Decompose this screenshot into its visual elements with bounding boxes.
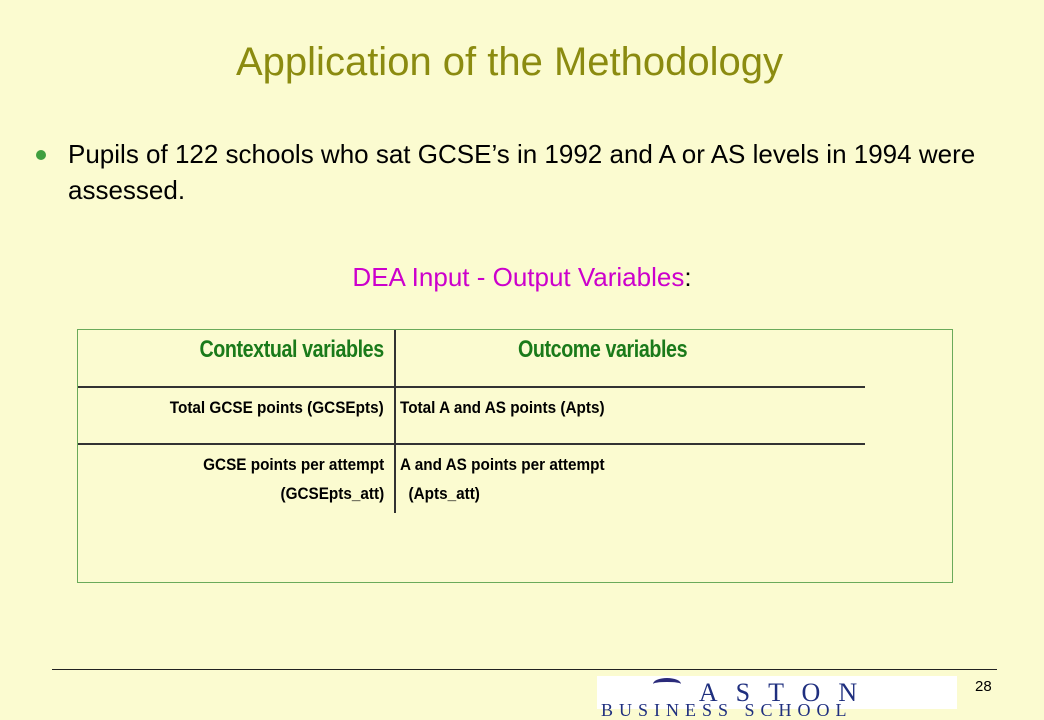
logo-line1: ASTON: [698, 678, 876, 707]
footer-divider: [52, 669, 997, 670]
variables-table: [77, 329, 953, 583]
table-cell: A and AS points per attempt (Apts_att): [400, 455, 605, 503]
bullet-icon: [36, 150, 46, 160]
column-divider: [394, 330, 396, 513]
row-divider: [78, 443, 865, 445]
aston-business-school-logo: [597, 676, 957, 720]
subtitle-colon: :: [684, 262, 692, 292]
table-subtitle: [0, 262, 1044, 293]
logo-line2: BUSINESS SCHOOL: [601, 700, 853, 720]
header-outcome: Outcome variables: [518, 336, 688, 363]
table-cell: Total A and AS points (Apts): [400, 398, 605, 417]
table-cell: GCSE points per attempt (GCSEpts_att): [202, 455, 384, 503]
bullet-text: Pupils of 122 schools who sat GCSE’s in 1992 and A or AS levels in 1994 were assessed.: [68, 139, 976, 205]
subtitle-text: DEA Input - Output Variables: [352, 262, 685, 292]
row-divider: [78, 386, 865, 388]
header-contextual: Contextual variables: [199, 336, 384, 363]
table-cell: Total GCSE points (GCSEpts): [170, 398, 384, 417]
page-number: 28: [975, 678, 992, 695]
slide-title: Application of the Methodology: [236, 40, 784, 84]
